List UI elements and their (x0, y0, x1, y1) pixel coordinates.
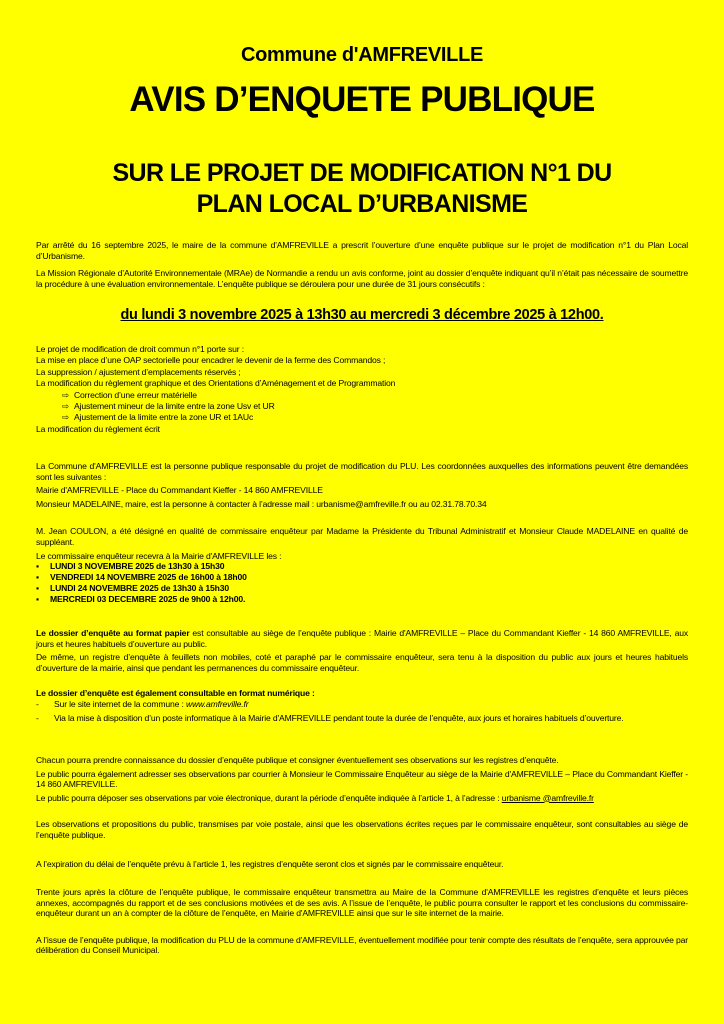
permanence-item: ▪ LUNDI 3 NOVEMBRE 2025 de 13h30 à 15h30 (36, 561, 688, 572)
project-item: La suppression / ajustement d’emplacements réservés ; (36, 366, 241, 377)
subtitle-line-1: SUR LE PROJET DE MODIFICATION N°1 DU (112, 159, 612, 187)
closure-section (36, 887, 688, 956)
observations-section (36, 755, 688, 870)
arrow-right-icon: ⇨ (62, 389, 70, 400)
project-sub-item: ⇨ Correction d’une erreur matérielle (62, 389, 197, 400)
intro-paragraph-2: La Mission Régionale d’Autorité Environnementale (MRAe) de Normandie a rendu un avis conforme, joint au dossier d’enquête indiquant qu’il n’était pas nécessaire de soumettre la procédure à une évaluation environnementale. L’enquête publique se déroulera pour une durée de 31 jours consécutifs : (36, 268, 688, 289)
observations-paragraph-3: Le public pourra déposer ses observations par voie électronique, durant la période d’enquête indiquée à l’article 1, à l’adresse : urbanisme @amfreville.fr (36, 792, 594, 803)
commune-name: Commune d'AMFREVILLE (240, 44, 484, 66)
notice-subtitle (0, 158, 724, 220)
contact-section (36, 461, 688, 509)
contact-person: Monsieur MADELAINE, maire, est la personne à contacter à l’adresse mail : urbanisme@amfreville.fr ou au 02.31.78.70.34 (36, 498, 487, 509)
subtitle-line-2: PLAN LOCAL D’URBANISME (196, 190, 528, 218)
arrow-right-icon: ⇨ (62, 401, 70, 412)
digital-file-item: - Via la mise à disposition d’un poste informatique à la Mairie d'AMFREVILLE pendant toute la durée de l’enquête, aux jours et horaires habituels d’ouverture. (36, 713, 688, 724)
digital-file-section (36, 688, 688, 723)
project-sub-item: ⇨ Ajustement mineur de la limite entre la zone Usv et UR (62, 401, 275, 412)
project-item: La mise en place d’une OAP sectorielle pour encadrer le devenir de la ferme des Commandos ; (36, 355, 386, 366)
digital-file-heading: Le dossier d’enquête est également consultable en format numérique : (36, 688, 315, 698)
project-intro: Le projet de modification de droit commun n°1 porte sur : (36, 344, 244, 354)
observations-paragraph-2: Le public pourra également adresser ses observations par courrier à Monsieur le Commissaire Enquêteur au siège de la Mairie d'AMFREVILLE – Place du Commandant Kieffer - 14 860 AMFREVILLE. (36, 768, 688, 789)
website-link[interactable]: www.amfreville.fr (186, 698, 249, 709)
project-scope-section (36, 344, 688, 435)
project-item: La modification du règlement graphique et des Orientations d’Aménagement et de Programmation (36, 378, 396, 389)
commissioner-section (36, 526, 688, 605)
permanence-item: ▪ MERCREDI 03 DECEMBRE 2025 de 9h00 à 12h00. (36, 594, 688, 605)
contact-address: Mairie d'AMFREVILLE - Place du Commandant Kieffer - 14 860 AMFREVILLE (36, 485, 323, 495)
project-sub-item: ⇨ Ajustement de la limite entre la zone UR et 1AUc (62, 412, 254, 423)
paper-file-paragraph: Le dossier d’enquête au format papier est consultable au siège de l’enquête publique : Mairie d'AMFREVILLE – Place du Commandant Kieffer - 14 860 AMFREVILLE, aux jours et heures habituels d’ouverture au public. (36, 628, 688, 649)
project-item: La modification du règlement écrit (36, 423, 160, 434)
arrow-right-icon: ⇨ (62, 412, 70, 423)
email-link[interactable]: urbanisme @amfreville.fr (501, 792, 594, 803)
contact-paragraph: La Commune d'AMFREVILLE est la personne publique responsable du projet de modification du PLU. Les coordonnées auxquelles des informations peuvent être demandées sont les suivantes : (36, 461, 688, 482)
commissioner-schedule-intro: Le commissaire enquêteur recevra à la Mairie d'AMFREVILLE les : (36, 550, 282, 561)
permanence-item: ▪ VENDREDI 14 NOVEMBRE 2025 de 16h00 à 18h00 (36, 572, 688, 583)
digital-file-list (36, 699, 688, 724)
permanences-list (36, 561, 688, 604)
observations-paragraph-4: Les observations et propositions du public, transmises par voie postale, ainsi que les observations écrites reçues par le commissaire enquêteur, sont consultables au siège de l’enquête publique. (36, 819, 688, 840)
closure-paragraph-1: Trente jours après la clôture de l’enquête publique, le commissaire enquêteur transmettra au Maire de la Commune d'AMFREVILLE les registres d’enquête et leurs pièces annexes, accompagnés du rapport et de ses conclusions motivées et de ses avis. A l’issue de l’enquête, le public pourra consulter le rapport et les conclusions du commissaire-enquêteur durant un an à compter de la clôture de l’enquête, en Mairie d'AMFREVILLE ainsi que sur le site internet de la mairie. (36, 887, 688, 918)
commissioner-paragraph: M. Jean COULON, a été désigné en qualité de commissaire enquêteur par Madame la Présidente du Tribunal Administratif et Monsieur Claude MADELAINE en qualité de suppléant. (36, 526, 688, 547)
observations-paragraph-1: Chacun pourra prendre connaissance du dossier d’enquête publique et consigner éventuellement ses observations sur les registres d’enquête. (36, 755, 559, 765)
digital-file-item: - Sur le site internet de la commune : www.amfreville.fr (36, 699, 688, 710)
intro-paragraph-1: Par arrêté du 16 septembre 2025, le maire de la commune d'AMFREVILLE a prescrit l’ouverture d’une enquête publique sur le projet de modification n°1 du Plan Local d’Urbanisme. (36, 240, 688, 261)
inquiry-dates: du lundi 3 novembre 2025 à 13h30 au mercredi 3 décembre 2025 à 12h00. (120, 307, 604, 323)
register-paragraph: De même, un registre d’enquête à feuillets non mobiles, coté et paraphé par le commissaire enquêteur, sera tenu à la disposition du public aux jours et heures habituels d’ouverture de la mairie, ainsi que pendant les permanences du commissaire enquêteur. (36, 652, 688, 673)
intro-section (36, 240, 688, 290)
permanence-item: ▪ LUNDI 24 NOVEMBRE 2025 de 13h30 à 15h30 (36, 583, 688, 594)
observations-paragraph-5: A l’expiration du délai de l’enquête prévu à l’article 1, les registres d’enquête seront clos et signés par le commissaire enquêteur. (36, 859, 504, 869)
closure-paragraph-2: A l’issue de l’enquête publique, la modification du PLU de la commune d'AMFREVILLE, éventuellement modifiée pour tenir compte des résultats de l’enquête, sera approuvée par délibération du Conseil Municipal. (36, 934, 688, 955)
notice-title: AVIS D’ENQUETE PUBLIQUE (129, 80, 595, 119)
paper-file-section (36, 628, 688, 673)
